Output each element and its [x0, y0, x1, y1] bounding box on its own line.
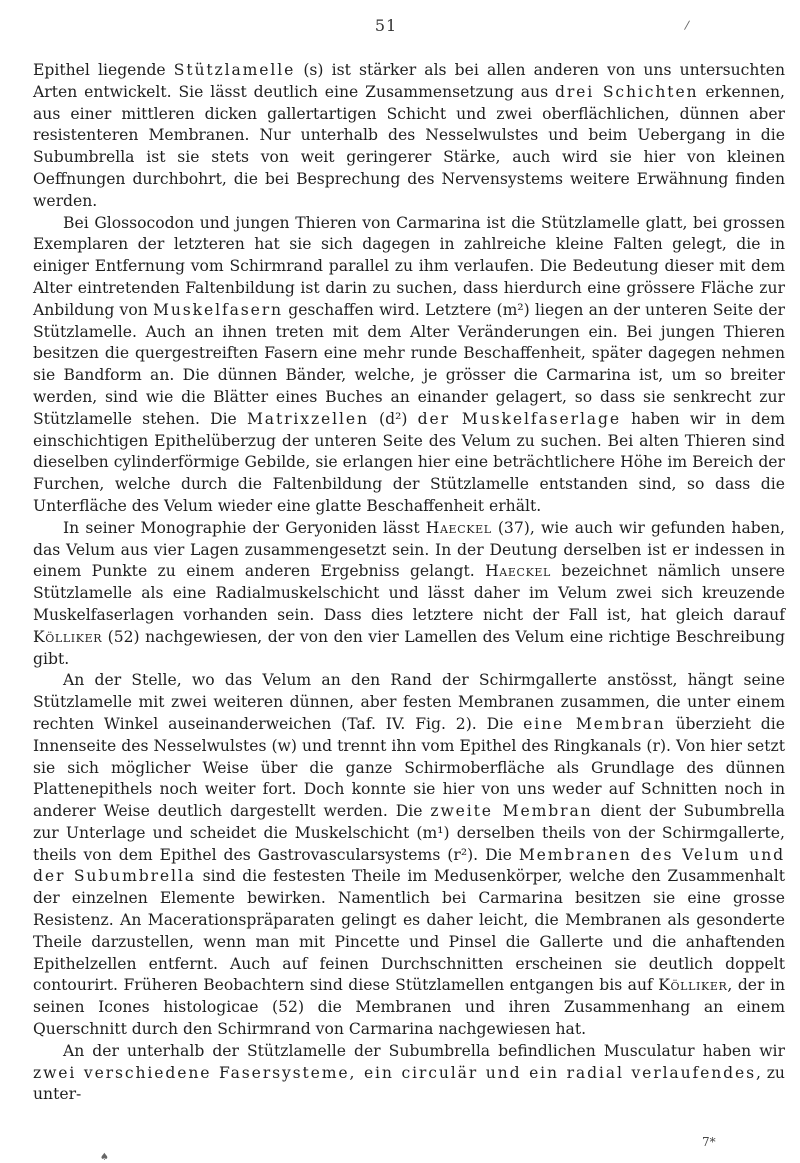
emphasis-text: zwei verschiedene Fasersysteme, ein circulär und ein radial verlaufendes [33, 1063, 756, 1082]
emphasis-text: eine Membran [523, 714, 666, 733]
emphasis-text: zweite Membran [430, 802, 593, 821]
emphasis-text: der Muskelfaserlage [417, 409, 621, 428]
paragraph-1: Epithel liegende Stützlamelle (s) ist stärker als bei allen anderen von uns untersuchten Arten entwickelt. Sie lässt deutlich eine Zusammensetzung aus drei Schichten erkennen, aus einer mittleren dicken gallertartigen Schicht und zwei oberflächlichen, dünnen aber resistenteren Membranen. Nur unterhalb des Nesselwulstes und beim Uebergang in die Subumbrella ist sie stets von weit geringerer Stärke, auch wird sie hier von kleinen Oeffnungen durchbohrt, die bei Besprechung des Nervensystems weitere Erwähnung finden werden. [33, 61, 786, 210]
body-text [33, 60, 785, 1106]
author-name: Kölliker [658, 976, 728, 995]
emphasis-text: Matrixzellen [246, 409, 369, 428]
bottom-mark: ♠ [100, 1152, 109, 1163]
emphasis-text: Stützlamelle [173, 61, 296, 79]
paragraph-4: An der Stelle, wo das Velum an den Rand der Schirmgallerte anstösst, hängt seine Stützlamelle mit zwei weiteren dünnen, aber festen Membranen zusammen, die unter einem rechten Winkel auseinanderweichen (Taf. IV. Fig. 2). Die eine Membran überzieht die Innenseite des Nesselwulstes (w) und trennt ihn vom Epithel des Ringkanals (r). Von hier setzt sie sich möglicher Weise über die ganze Schirmoberfläche als Grundlage des dünnen Plattenepithels noch weiter fort. Doch konnte sie hier von uns weder auf Schnitten noch in anderer Weise deutlich dargestellt werden. Die zweite Membran dient der Subumbrella zur Unterlage und scheidet die Muskelschicht (m¹) derselben theils von der Schirmgallerte, theils von dem Epithel des Gastrovascularsystems (r²). Die Membranen des Velum und der Subumbrella sind die festesten Theile im Medusenkörper, welche den Zusammenhalt der einzelnen Elemente bewirken. Namentlich bei Carmarina besitzen sie eine grosse Resistenz. An Macerationspräparaten gelingt es daher leicht, die Membranen als gesonderte Theile darzustellen, wenn man mit Pincette und Pinsel die Gallerte und die anhaftenden Epithelzellen entfernt. Auch auf feinen Durchschnitten erscheinen sie deutlich doppelt contourirt. Früheren Beobachtern sind diese Stützlamellen entgangen bis auf Kölliker, der in seinen Icones histologicae (52) die Membranen und ihren Zusammenhang an einem Querschnitt durch den Schirmrand von Carmarina nachgewiesen hat. [33, 671, 785, 1039]
page-mark: / [683, 17, 691, 33]
paragraph-5: An der unterhalb der Stützlamelle der Subumbrella befindlichen Musculatur haben wir zwei verschiedene Fasersysteme, ein circulär und ein radial verlaufendes, zu unter- [33, 1041, 785, 1104]
author-name: Haeckel [485, 562, 551, 581]
emphasis-text: Membranen des Velum und der Subumbrella [33, 845, 785, 886]
emphasis-text: Muskelfasern [153, 300, 283, 319]
author-name: Haeckel [425, 518, 492, 537]
page-number: 51 [374, 16, 398, 35]
author-name: Kölliker [33, 627, 103, 646]
paragraph-3: In seiner Monographie der Geryoniden lässt Haeckel (37), wie auch wir gefunden haben, das Velum aus vier Lagen zusammengesetzt sein. In der Deutung derselben ist er indessen in einem Punkte zu einem anderen Ergebniss gelangt. Haeckel bezeichnet nämlich unsere Stützlamelle als eine Radialmuskelschicht und lässt daher im Velum zwei sich kreuzende Muskelfaserlagen vorhanden sein. Dass dies letztere nicht der Fall ist, hat gleich darauf Kölliker (52) nachgewiesen, der von den vier Lamellen des Velum eine richtige Beschreibung gibt. [33, 518, 785, 668]
emphasis-text: drei Schichten [554, 82, 699, 101]
page-header [0, 16, 800, 40]
paragraph-2: Bei Glossocodon und jungen Thieren von Carmarina ist die Stützlamelle glatt, bei grossen Exemplaren der letzteren hat sie sich dagegen in zahlreiche kleine Falten gelegt, die in einiger Entfernung vom Schirmrand parallel zu ihm verlaufen. Die Bedeutung dieser mit dem Alter eintretenden Faltenbildung ist darin zu suchen, dass hierdurch eine grössere Fläche zur Anbildung von Muskelfasern geschaffen wird. Letztere (m²) liegen an der unteren Seite der Stützlamelle. Auch an ihnen treten mit dem Alter Veränderungen ein. Bei jungen Thieren besitzen die quergestreiften Fasern eine mehr runde Beschaffenheit, später dagegen nehmen sie Bandform an. Die dünnen Bänder, welche, je grösser die Carmarina ist, um so breiter werden, sind wie die Blätter eines Buches an einander gelagert, so dass sie senkrecht zur Stützlamelle stehen. Die Matrixzellen (d²) der Muskelfaserlage haben wir in dem einschichtigen Epithelüberzug der unteren Seite des Velum zu suchen. Bei alten Thieren sind dieselben cylinderförmige Gebilde, sie erlangen hier eine beträchtlichere Höhe im Bereich der Furchen, welche durch die Faltenbildung der Stützlamelle entstanden sind, so dass die Unterfläche des Velum wieder eine glatte Beschaffenheit erhält. [33, 213, 785, 515]
printer-signature: 7* [702, 1135, 716, 1149]
